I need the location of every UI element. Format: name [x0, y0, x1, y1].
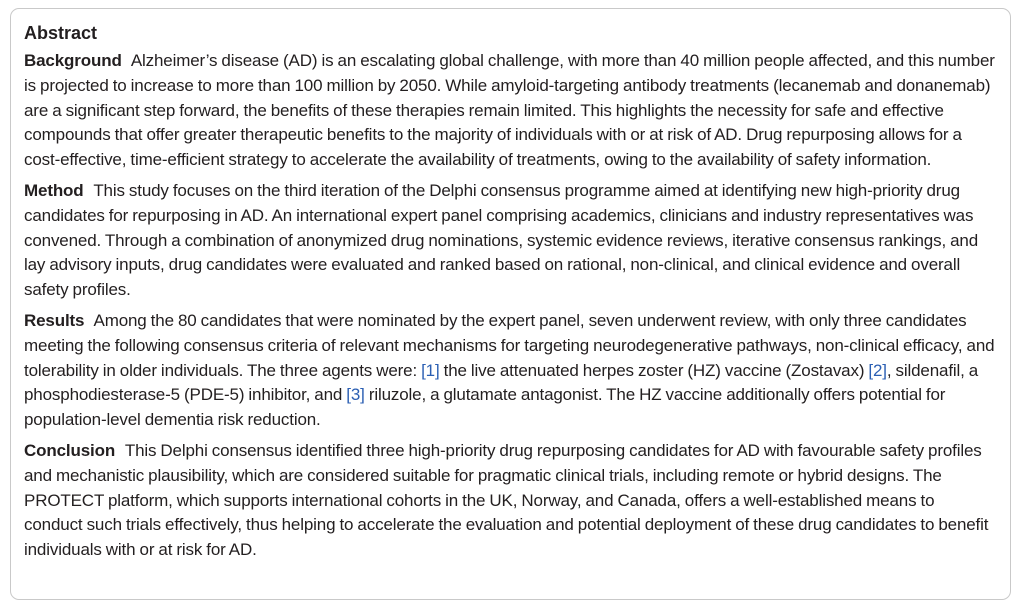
method-text: This study focuses on the third iteration of the Delphi consensus programme aimed at identifying new high-priority drug candidates for repurposing in AD. An international expert panel comprising academics, clinicians and industry representatives was convened. Through a combination of anonymized drug nominations, systemic evidence reviews, iterative consensus rankings, and lay advisory inputs, drug candidates were evaluated and ranked based on rational, non-clinical, and clinical evidence and overall safety profiles.	[24, 180, 979, 300]
method-section	[24, 179, 996, 303]
method-heading: Method	[24, 180, 84, 200]
background-heading: Background	[24, 51, 122, 70]
abstract-title: Abstract	[24, 23, 98, 43]
background-text: Alzheimer’s disease (AD) is an escalating global challenge, with more than 40 million people affected, and this number is projected to increase to more than 100 million by 2050. While amyloid-targeting antibody treatments (lecanemab and donanemab) are a significant step forward, the benefits of these therapies remain limited. This highlights the necessity for safe and effective compounds that offer greater therapeutic benefits to the majority of individuals with or at risk of AD. Drug repurposing allows for a cost-effective, time-efficient strategy to accelerate the availability of treatments, owing to the availability of safety information.	[24, 51, 995, 170]
reference-link-2[interactable]: [2]	[868, 360, 887, 380]
results-section	[24, 309, 996, 433]
conclusion-text: This Delphi consensus identified three high-priority drug repurposing candidates for AD with favourable safety profiles and mechanistic plausibility, which are considered suitable for pragmatic clinical trials, including remote or hybrid designs. The PROTECT platform, which supports international cohorts in the UK, Norway, and Canada, offers a well-established means to conduct such trials effectively, thus helping to accelerate the evaluation and potential deployment of these drug candidates to benefit individuals with or at risk for AD.	[24, 440, 989, 560]
results-text-part-1: Among the 80 candidates that were nominated by the expert panel, seven underwent review, with only three candidates meeting the following consensus criteria of relevant mechanisms for targeting neurodegenerative pathways, non-clinical efficacy, and tolerability in older individuals. The three agents were:	[24, 310, 995, 380]
reference-link-3[interactable]: [3]	[346, 385, 365, 405]
results-text-part-2: the live attenuated herpes zoster (HZ) vaccine (Zostavax)	[439, 360, 869, 380]
conclusion-section	[24, 439, 996, 563]
results-text-part-4: riluzole, a glutamate antagonist. The HZ vaccine additionally offers potential for population-level dementia risk reduction.	[24, 385, 946, 430]
abstract-box	[10, 8, 1011, 600]
results-text-part-3: , sildenafil, a phosphodiesterase-5 (PDE-5) inhibitor, and	[24, 360, 979, 405]
reference-link-1[interactable]: [1]	[421, 360, 440, 380]
conclusion-heading: Conclusion	[24, 440, 116, 460]
background-section	[24, 49, 996, 173]
results-heading: Results	[24, 310, 85, 330]
